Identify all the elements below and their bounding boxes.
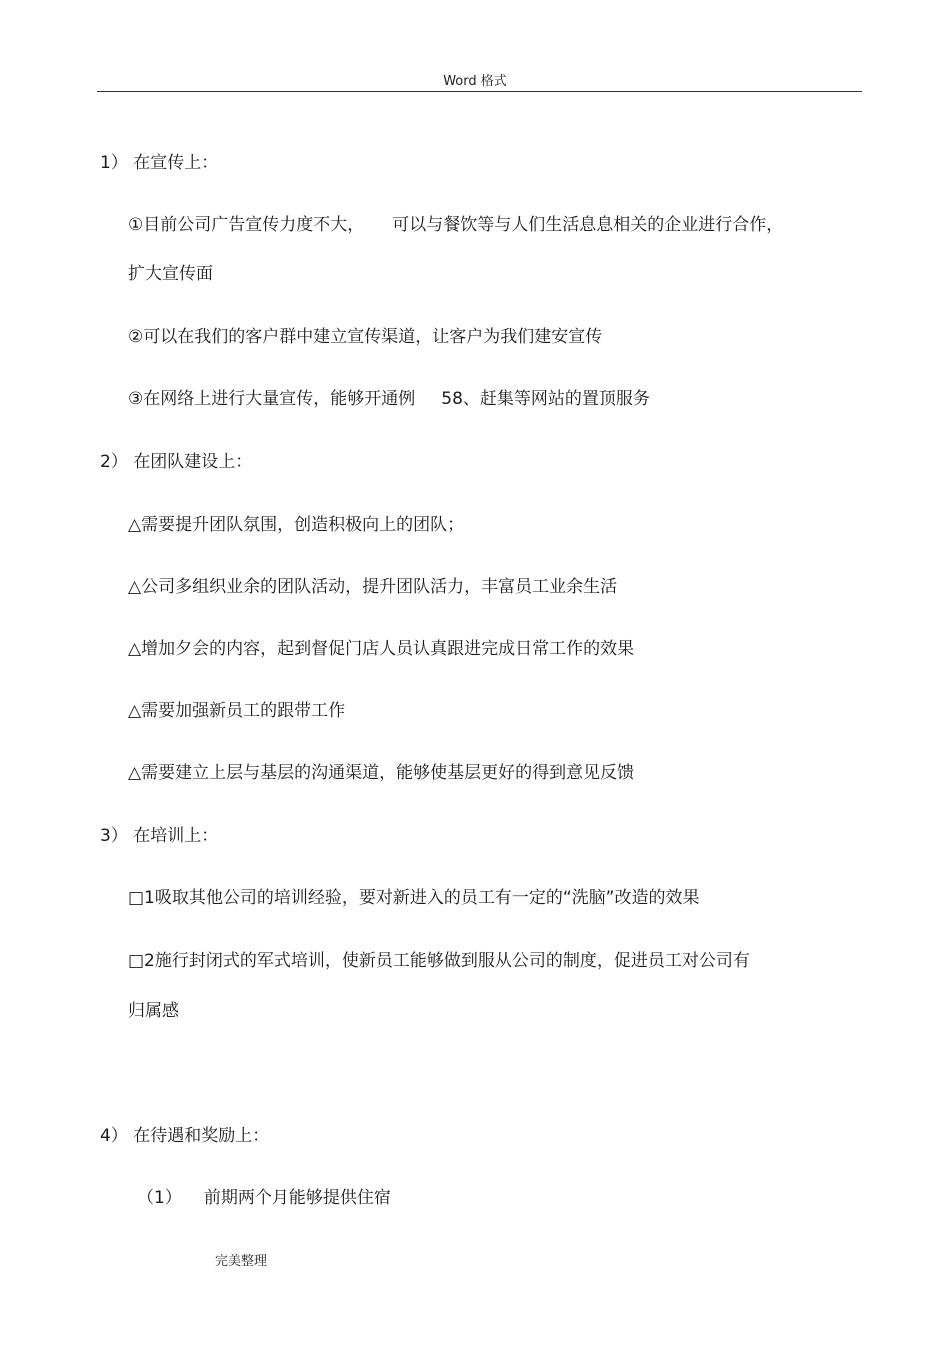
list-item	[128, 214, 783, 236]
list-item: 扩大宣传面	[128, 264, 213, 284]
list-item	[128, 388, 650, 410]
list-item-part: 可以与餐饮等与人们生活息息相关的企业进行合作，	[392, 215, 784, 235]
list-item: △需要建立上层与基层的沟通渠道，能够使基层更好的得到意见反馈	[128, 763, 635, 783]
list-item-part: ①目前公司广告宣传力度不大，	[128, 215, 365, 235]
list-item-part: ③在网络上进行大量宣传，能够开通例	[128, 389, 416, 409]
page-footer: 完美整理	[215, 1254, 268, 1269]
section-heading-publicity: 1） 在宣传上：	[100, 153, 219, 173]
list-item-part: 前期两个月能够提供住宿	[203, 1188, 391, 1208]
list-item-part: （1）	[137, 1188, 182, 1208]
list-item: △需要提升团队氛围，创造积极向上的团队；	[128, 515, 465, 535]
list-item: △需要加强新员工的跟带工作	[128, 701, 346, 721]
section-heading-team-building: 2） 在团队建设上：	[100, 452, 253, 472]
header-divider	[97, 91, 862, 92]
section-heading-benefits: 4） 在待遇和奖励上：	[100, 1126, 270, 1146]
list-item: 归属感	[128, 1001, 179, 1021]
list-item: □2施行封闭式的军式培训，使新员工能够做到服从公司的制度，促进员工对公司有	[128, 951, 750, 971]
list-item: ②可以在我们的客户群中建立宣传渠道，让客户为我们建安宣传	[128, 327, 603, 347]
list-item: △公司多组织业余的团队活动，提升团队活力，丰富员工业余生活	[128, 577, 618, 597]
list-item-part: 58、赶集等网站的置顶服务	[441, 389, 650, 409]
list-item: △增加夕会的内容，起到督促门店人员认真跟进完成日常工作的效果	[128, 639, 635, 659]
page-header: Word 格式	[443, 74, 507, 89]
list-item	[137, 1187, 391, 1209]
list-item: □1吸取其他公司的培训经验，要对新进入的员工有一定的“洗脑”改造的效果	[128, 888, 700, 908]
section-heading-training: 3） 在培训上：	[100, 826, 219, 846]
